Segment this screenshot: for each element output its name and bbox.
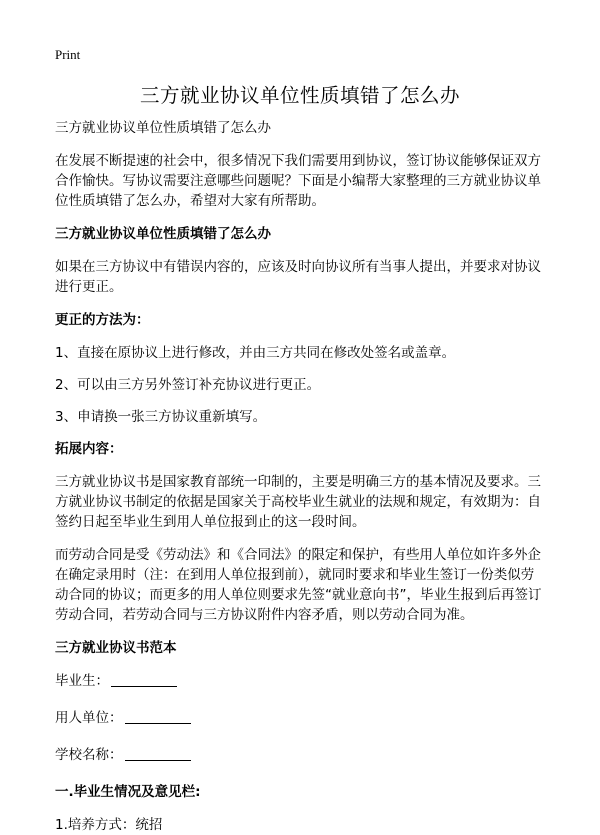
extended-paragraph-1: 三方就业协议书是国家教育部统一印制的，主要是明确三方的基本情况及要求。三方就业协议书制定的依据是国家关于高校毕业生就业的法规和规定，有效期为：自签约日起至毕业生到用人单位报到止的这一段时间。 xyxy=(55,474,541,530)
field-label: 用人单位： xyxy=(55,710,123,726)
field-school xyxy=(55,745,547,765)
section-heading-template: 三方就业协议书范本 xyxy=(55,640,177,656)
section-heading-extended: 拓展内容： xyxy=(55,441,123,457)
section-heading-graduate-info: 一.毕业生情况及意见栏: xyxy=(55,784,201,800)
field-graduate xyxy=(55,671,547,691)
method-item: 1、直接在原协议上进行修改，并由三方共同在修改处签名或盖章。 xyxy=(55,345,456,361)
method-item: 3、申请换一张三方协议重新填写。 xyxy=(55,409,267,425)
graduate-info-item: 1.培养方式：统招 xyxy=(55,817,163,833)
extended-paragraph-2: 而劳动合同是受《劳动法》和《合同法》的限定和保护，有些用人单位如许多外企在确定录用时（注：在到用人单位报到前），就同时要求和毕业生签订一份类似劳动合同的协议；而更多的用人单位则要求先签“就业意向书”，毕业生报到后再签订劳动合同，若劳动合同与三方协议附件内容矛盾，则以劳动合同为准。 xyxy=(55,547,542,623)
field-label: 毕业生： xyxy=(55,673,109,689)
section-paragraph-correction: 如果在三方协议中有错误内容的，应该及时向协议所有当事人提出，并要求对协议进行更正。 xyxy=(55,259,541,295)
field-employer xyxy=(55,708,547,728)
blank-line xyxy=(125,708,191,724)
blank-line xyxy=(125,745,191,761)
print-label[interactable]: Print xyxy=(55,47,81,62)
document-title: 三方就业协议单位性质填错了怎么办 xyxy=(139,84,460,107)
intro-paragraph: 在发展不断提速的社会中，很多情况下我们需要用到协议，签订协议能够保证双方合作愉快。写协议需要注意哪些问题呢？下面是小编帮大家整理的三方就业协议单位性质填错了怎么办，希望对大家有所帮助。 xyxy=(55,153,541,209)
document-body xyxy=(55,118,547,835)
section-heading-methods: 更正的方法为： xyxy=(55,312,150,328)
section-heading-correction: 三方就业协议单位性质填错了怎么办 xyxy=(55,226,271,242)
blank-line xyxy=(111,671,177,687)
field-label: 学校名称： xyxy=(55,747,123,763)
method-item: 2、可以由三方另外签订补充协议进行更正。 xyxy=(55,377,321,393)
subtitle: 三方就业协议单位性质填错了怎么办 xyxy=(55,120,271,136)
